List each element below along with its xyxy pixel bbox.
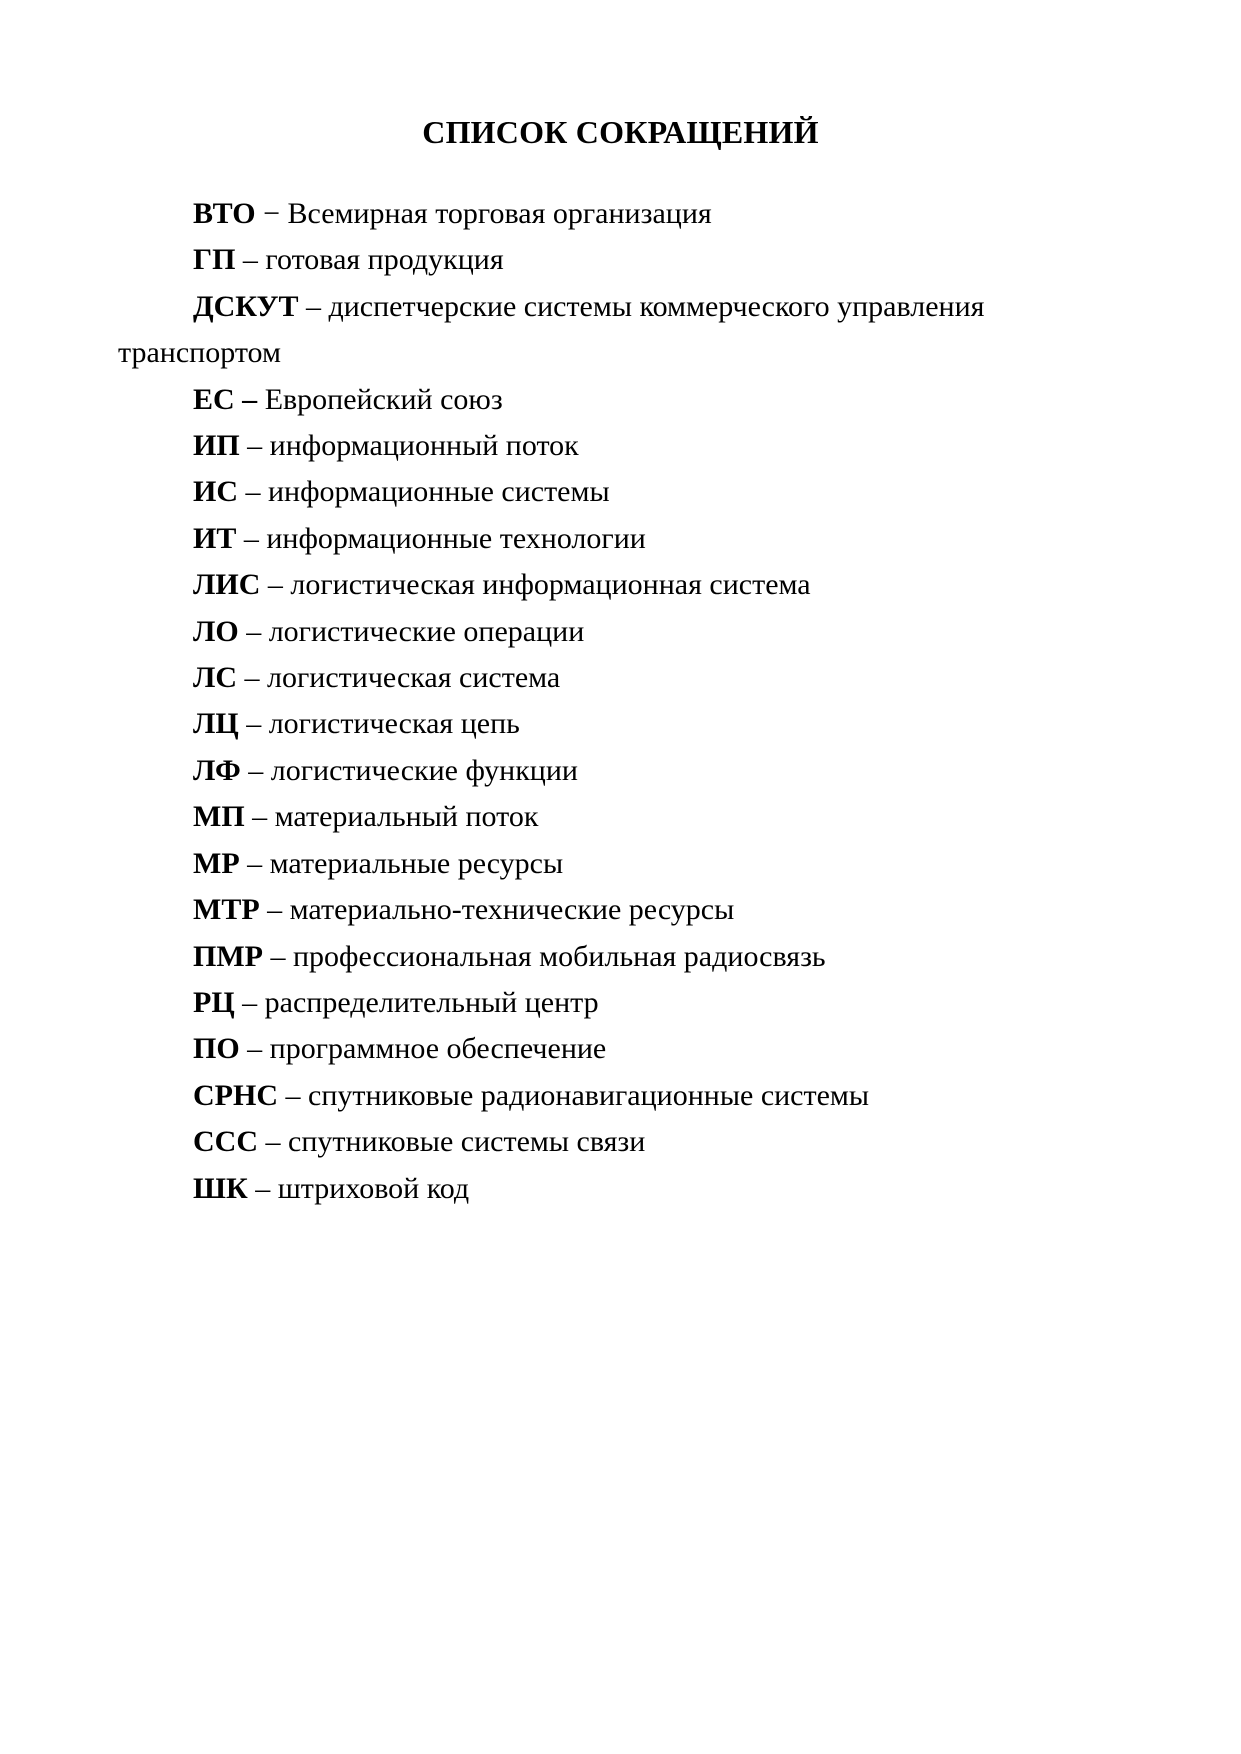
definition: информационные технологии <box>266 521 646 555</box>
separator: – <box>237 661 268 695</box>
definition: штриховой код <box>277 1171 470 1205</box>
definition: программное обеспечение <box>269 1032 607 1066</box>
abbreviation: ИС <box>193 475 238 509</box>
list-item <box>118 1073 1128 1119</box>
abbreviation: ГП <box>193 243 236 277</box>
abbreviation: ЛО <box>193 614 239 648</box>
list-item <box>118 423 1128 469</box>
separator: – <box>235 243 266 277</box>
list-item <box>118 887 1128 933</box>
definition: логистическая информационная система <box>290 568 811 602</box>
separator: – <box>278 1078 308 1112</box>
definition: материально-технические ресурсы <box>289 893 735 927</box>
abbreviation: ССС <box>193 1125 258 1159</box>
separator: – <box>298 289 329 323</box>
definition: распределительный центр <box>264 985 599 1019</box>
list-item <box>118 237 1128 283</box>
list-item <box>118 284 1128 377</box>
list-item <box>118 794 1128 840</box>
abbreviation-list <box>118 191 1128 1212</box>
list-item <box>118 701 1128 747</box>
list-item <box>118 191 1128 237</box>
definition: логистическая цепь <box>268 707 520 741</box>
separator: – <box>234 985 265 1019</box>
abbreviation: СРНС <box>193 1078 278 1112</box>
definition: диспетчерские системы коммерческого управления транспортом <box>118 289 985 370</box>
definition: готовая продукция <box>265 243 504 277</box>
definition: материальные ресурсы <box>269 846 564 880</box>
list-item <box>118 748 1128 794</box>
abbreviation: МП <box>193 800 245 834</box>
list-item <box>118 469 1128 515</box>
list-item <box>118 609 1128 655</box>
definition: спутниковые радионавигационные системы <box>308 1078 870 1112</box>
separator: – <box>247 1171 278 1205</box>
separator: – <box>244 800 275 834</box>
separator: – <box>239 1032 270 1066</box>
abbreviation: ЛС <box>193 661 238 695</box>
definition: информационный поток <box>269 429 579 463</box>
separator: – <box>262 939 293 973</box>
separator: – <box>238 707 269 741</box>
list-item <box>118 655 1128 701</box>
list-item <box>118 934 1128 980</box>
list-item <box>118 1119 1128 1165</box>
definition: логистические операции <box>268 614 585 648</box>
abbreviation: ИП <box>193 429 240 463</box>
page-title: СПИСОК СОКРАЩЕНИЙ <box>422 114 819 150</box>
list-item <box>118 841 1128 887</box>
separator: – <box>260 568 291 602</box>
separator: – <box>239 846 270 880</box>
abbreviation: ЛИС <box>193 568 261 602</box>
abbreviation: ЕС – <box>193 382 258 416</box>
separator: – <box>258 1125 288 1159</box>
abbreviation: ШК <box>193 1171 248 1205</box>
definition: Всемирная торговая организация <box>287 197 712 230</box>
abbreviation: РЦ <box>193 985 235 1019</box>
separator: – <box>238 614 269 648</box>
separator: − <box>255 197 288 230</box>
list-item <box>118 562 1128 608</box>
separator: – <box>236 521 267 555</box>
definition: Европейский союз <box>264 382 503 416</box>
abbreviation: ВТО <box>193 197 256 230</box>
abbreviation: МТР <box>193 893 260 927</box>
definition: профессиональная мобильная радиосвязь <box>292 939 826 973</box>
definition: информационные системы <box>268 475 610 509</box>
separator: – <box>239 429 270 463</box>
abbreviation: ДСКУТ <box>193 289 299 323</box>
definition: логистические функции <box>270 753 578 787</box>
abbreviation: ПО <box>193 1032 240 1066</box>
separator: – <box>240 753 271 787</box>
list-item <box>118 980 1128 1026</box>
list-item <box>118 1026 1128 1072</box>
list-item <box>118 1166 1128 1212</box>
definition: спутниковые системы связи <box>288 1125 646 1159</box>
abbreviation: ЛФ <box>193 753 241 787</box>
definition: логистическая система <box>267 661 561 695</box>
abbreviation: ПМР <box>193 939 263 973</box>
separator <box>257 383 265 416</box>
list-item <box>118 377 1128 423</box>
abbreviation: МР <box>193 846 240 880</box>
separator: – <box>259 893 290 927</box>
abbreviation: ЛЦ <box>193 707 239 741</box>
definition: материальный поток <box>274 800 539 834</box>
separator: – <box>238 475 268 509</box>
abbreviation: ИТ <box>193 521 237 555</box>
list-item <box>118 516 1128 562</box>
